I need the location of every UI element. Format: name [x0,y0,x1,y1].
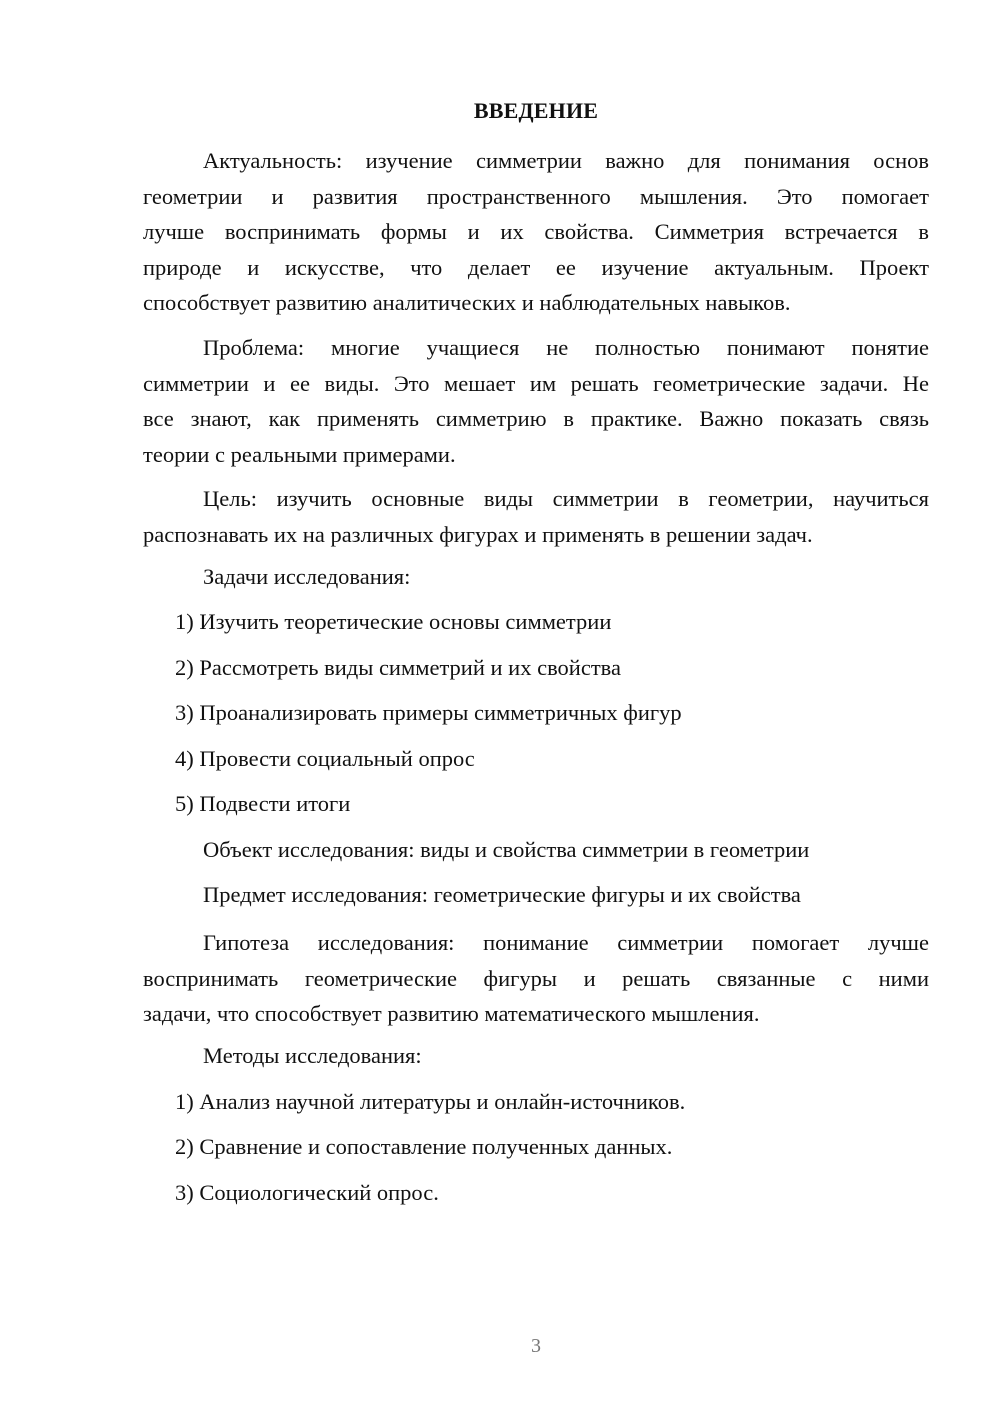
research-subject: Предмет исследования: геометрические фигуры и их свойства [203,882,801,907]
task-item: 5) Подвести итоги [175,791,351,816]
task-item: 4) Провести социальный опрос [175,746,475,771]
method-item: 1) Анализ научной литературы и онлайн-источников. [175,1089,686,1114]
paragraph-line: все знают, как применять симметрию в практике. Важно показать связь [143,406,929,431]
tasks-heading: Задачи исследования: [203,564,411,589]
paragraph-line: способствует развитию аналитических и наблюдательных навыков. [143,290,791,315]
method-item: 3) Социологический опрос. [175,1180,439,1205]
paragraph-line: задачи, что способствует развитию математического мышления. [143,1001,760,1026]
paragraph-line: геометрии и развития пространственного мышления. Это помогает [143,183,929,209]
research-object: Объект исследования: виды и свойства симметрии в геометрии [203,837,810,862]
method-item: 2) Сравнение и сопоставление полученных данных. [175,1134,673,1159]
task-item: 3) Проанализировать примеры симметричных фигур [175,700,682,725]
problem-paragraph [143,330,929,472]
page-number: 3 [531,1335,541,1357]
task-item: 1) Изучить теоретические основы симметрии [175,609,612,634]
paragraph-line: Гипотеза исследования: понимание симметрии помогает лучше [203,930,929,955]
section-title: ВВЕДЕНИЕ [473,98,599,123]
paragraph-line: теории с реальными примерами. [143,441,456,467]
relevance-paragraph [143,143,929,321]
hypothesis-paragraph [143,925,929,1032]
goal-paragraph [143,481,929,552]
paragraph-line: лучше воспринимать формы и их свойства. Симметрия встречается в [143,219,929,244]
paragraph-line: распознавать их на различных фигурах и применять в решении задач. [143,521,813,547]
task-item: 2) Рассмотреть виды симметрий и их свойства [175,655,621,680]
paragraph-line: Актуальность: изучение симметрии важно для понимания основ [203,148,929,173]
paragraph-line: Цель: изучить основные виды симметрии в геометрии, научиться [203,486,929,511]
paragraph-line: Проблема: многие учащиеся не полностью понимают понятие [203,335,929,360]
methods-heading: Методы исследования: [203,1043,422,1068]
paragraph-line: воспринимать геометрические фигуры и решать связанные с ними [143,965,929,991]
paragraph-line: симметрии и ее виды. Это мешает им решать геометрические задачи. Не [143,370,929,396]
paragraph-line: природе и искусстве, что делает ее изучение актуальным. Проект [143,254,929,280]
